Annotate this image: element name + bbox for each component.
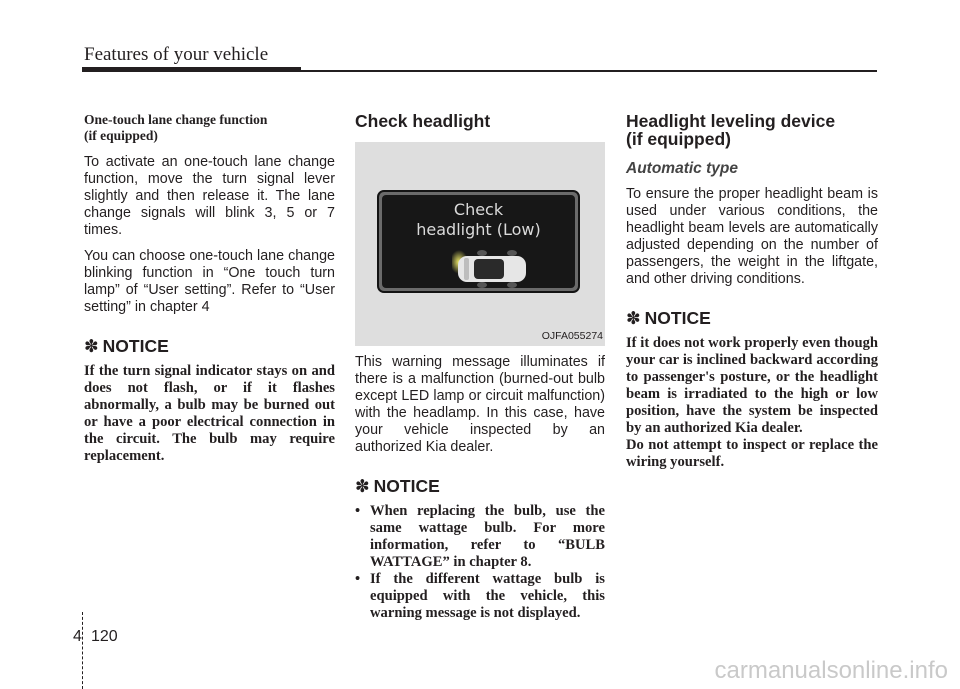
notice-star-icon: ✽: [626, 308, 641, 328]
footer-divider: [82, 612, 84, 689]
display-message: Check headlight (Low): [416, 200, 541, 239]
section-heading-one-touch: One-touch lane change function (if equipped): [84, 112, 268, 143]
subheading-automatic-type: Automatic type: [626, 160, 738, 177]
paragraph-one-touch-setting: You can choose one-touch lane change blinking function in “One touch turn lamp” of “User setting”. Refer to “User setting” in chapter 4: [84, 248, 335, 315]
section-heading-check-headlight: Check headlight: [355, 111, 491, 131]
column-headlight-leveling: [626, 100, 878, 471]
cluster-display: [377, 190, 580, 293]
watermark: carmanualsonline.info: [714, 657, 948, 684]
header-rule: [301, 70, 877, 72]
notice-text-turn-signal: If the turn signal indicator stays on and does not flash, or if it flashes abnormally, a bulb may be burned out or have a poor electrical connection in the circuit. The bulb may require replacement.: [84, 363, 335, 464]
paragraph-automatic-leveling: To ensure the proper headlight beam is used under various conditions, the headlight beam levels are automatically adjusted depending on the number of passengers, the weight in the liftgate, and other driving conditions.: [626, 186, 878, 287]
notice-heading: [626, 308, 878, 329]
section-heading-headlight-leveling: Headlight leveling device (if equipped): [626, 111, 836, 149]
notice-title: NOTICE: [644, 308, 711, 328]
bullet-icon: •: [355, 571, 361, 587]
page-header-title: Features of your vehicle: [84, 44, 269, 65]
page-number: 120: [91, 628, 118, 645]
notice-text-wiring: Do not attempt to inspect or replace the wiring yourself.: [626, 437, 878, 470]
check-headlight-figure: [355, 142, 605, 346]
header-bar: [82, 67, 301, 72]
notice-heading: [84, 336, 335, 357]
notice-title: NOTICE: [373, 476, 440, 496]
figure-code: OJFA055274: [541, 330, 603, 342]
car-headlight-icon: [452, 245, 542, 291]
notice-star-icon: ✽: [84, 336, 99, 356]
paragraph-one-touch-activation: To activate an one-touch lane change function, move the turn signal lever slightly and then release it. The lane change signals will blink 3, 5 or 7 times.: [84, 154, 335, 238]
notice-star-icon: ✽: [355, 476, 370, 496]
column-one-touch-lane-change: [84, 100, 335, 465]
notice-title: NOTICE: [102, 336, 169, 356]
notice-heading: [355, 476, 605, 497]
paragraph-check-headlight: This warning message illuminates if there is a malfunction (burned-out bulb except LED lamp or circuit malfunction) with the headlamp. In this case, have your vehicle inspected by an authorized Kia dealer.: [355, 354, 605, 455]
notice-bullet-list: [355, 503, 605, 622]
chapter-number: 4: [73, 628, 82, 645]
notice-text-leveling: If it does not work properly even though your car is inclined backward according to passenger's posture, or the headlight beam is irradiated to the high or low position, have the system be inspected by an authorized Kia dealer.: [626, 335, 878, 436]
bullet-icon: •: [355, 503, 361, 519]
list-item: • When replacing the bulb, use the same wattage bulb. For more information, refer to “BULB WATTAGE” in chapter 8.: [355, 503, 605, 570]
list-item: • If the different wattage bulb is equipped with the vehicle, this warning message is not displayed.: [355, 571, 605, 621]
column-check-headlight: [355, 100, 605, 622]
